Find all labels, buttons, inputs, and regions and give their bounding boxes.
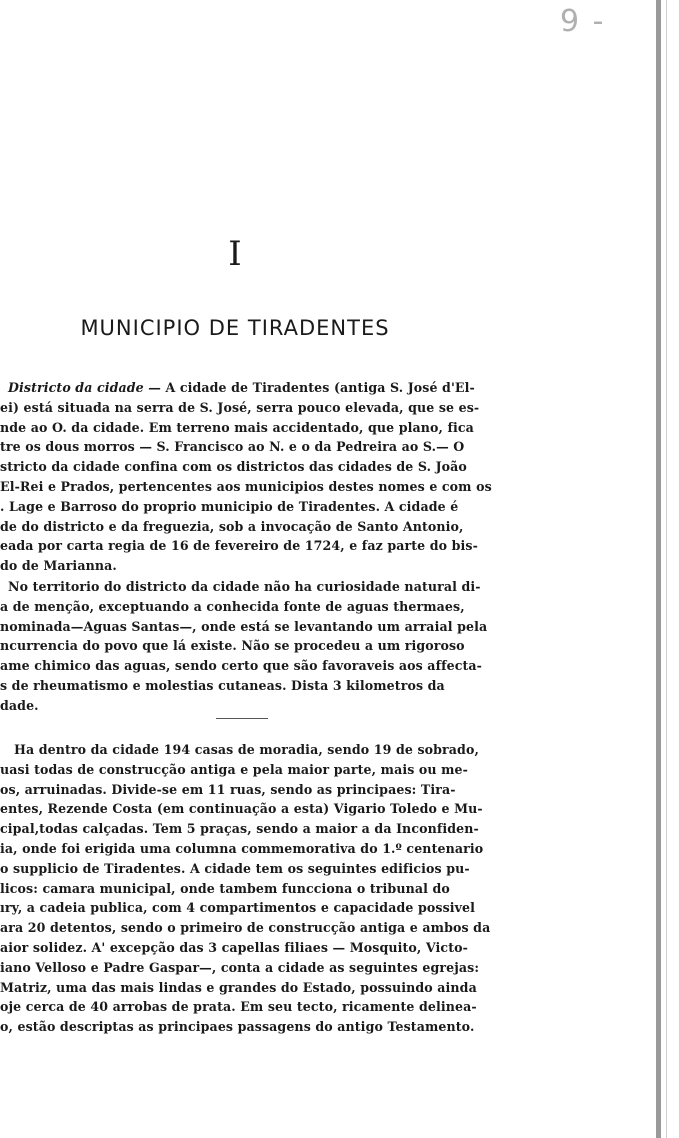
text-line: nde ao O. da cidade. Em terreno mais accidentado, que plano, fica [0,419,474,435]
text-line: entes, Rezende Costa (em continuação a esta) Vigario Toledo e Mu- [0,801,483,817]
page-edge-line [666,0,667,1138]
text-line: El-Rei e Prados, pertencentes aos municipios destes nomes e com os [0,478,492,494]
paragraph-districto [0,378,492,576]
text-line: a de menção, exceptuando a conhecida fonte de aguas thermaes, [0,598,465,614]
paragraph-lead: Districto da cidade [8,380,144,395]
text-line: de do districto e da freguezia, sob a invocação de Santo Antonio, [0,518,464,534]
text-line: iano Velloso e Padre Gaspar—, conta a cidade as seguintes egrejas: [0,959,480,975]
text-line: eada por carta regia de 16 de fevereiro de 1724, e faz parte do bis- [0,538,478,554]
text-line: do de Marianna. [0,558,117,574]
text-line: oje cerca de 40 arrobas de prata. Em seu tecto, ricamente delinea- [0,999,477,1015]
text-line: o, estão descriptas as principaes passagens do antigo Testamento. [0,1019,475,1035]
page-number: 9 - [560,4,606,39]
text-line: ei) está situada na serra de S. José, serra pouco elevada, que se es- [0,399,480,415]
paragraph-cidade [0,740,490,1037]
chapter-numeral: I [228,234,242,274]
text-line: ncurrencia do povo que lá existe. Não se procedeu a um rigoroso [0,638,465,654]
chapter-title: MUNICIPIO DE TIRADENTES [80,316,390,340]
section-divider [216,718,268,719]
text-line: stricto da cidade confina com os districtos das cidades de S. João [0,459,467,475]
text-line: ara 20 detentos, sendo o primeiro de construcção antiga e ambos da [0,920,491,936]
text-line: Districto da cidade — A cidade de Tiradentes (antiga S. José d'El- [8,380,475,395]
text-line: . Lage e Barroso do proprio municipio de Tiradentes. A cidade é [0,498,459,514]
text-line: ıry, a cadeia publica, com 4 compartimentos e capacidade possivel [0,900,476,916]
text-line: Ha dentro da cidade 194 casas de moradia, sendo 19 de sobrado, [14,742,479,757]
text-line: nominada—Aguas Santas—, onde está se levantando um arraial pela [0,618,488,634]
text-line: cipal,todas calçadas. Tem 5 praças, sendo a maior a da Inconfiden- [0,821,479,837]
text-line: tre os dous morros — S. Francisco ao N. e o da Pedreira ao S.— O [0,439,465,455]
text-line: Matriz, uma das mais lindas e grandes do Estado, possuindo ainda [0,979,477,995]
text-line: s de rheumatismo e molestias cutaneas. Dista 3 kilometros da [0,677,445,693]
text-line: o supplicio de Tiradentes. A cidade tem os seguintes edificios pu- [0,860,470,876]
text-line: No territorio do districto da cidade não ha curiosidade natural di- [8,579,481,594]
text-line: dade. [0,697,39,713]
text-line: uasi todas de construcção antiga e pela maior parte, mais ou me- [0,761,468,777]
paragraph-territorio [0,577,487,716]
text-line: os, arruinadas. Divide-se em 11 ruas, sendo as principaes: Tira- [0,781,456,797]
text-line: licos: camara municipal, onde tambem funcciona o tribunal do [0,880,450,896]
text-line: ame chimico das aguas, sendo certo que são favoraveis aos affecta- [0,658,482,674]
text-line: aior solidez. A' excepção das 3 capellas filiaes — Mosquito, Victo- [0,939,468,955]
text-line: ia, onde foi erigida uma columna commemorativa do 1.º centenario [0,840,484,856]
page-edge-shadow [656,0,661,1138]
